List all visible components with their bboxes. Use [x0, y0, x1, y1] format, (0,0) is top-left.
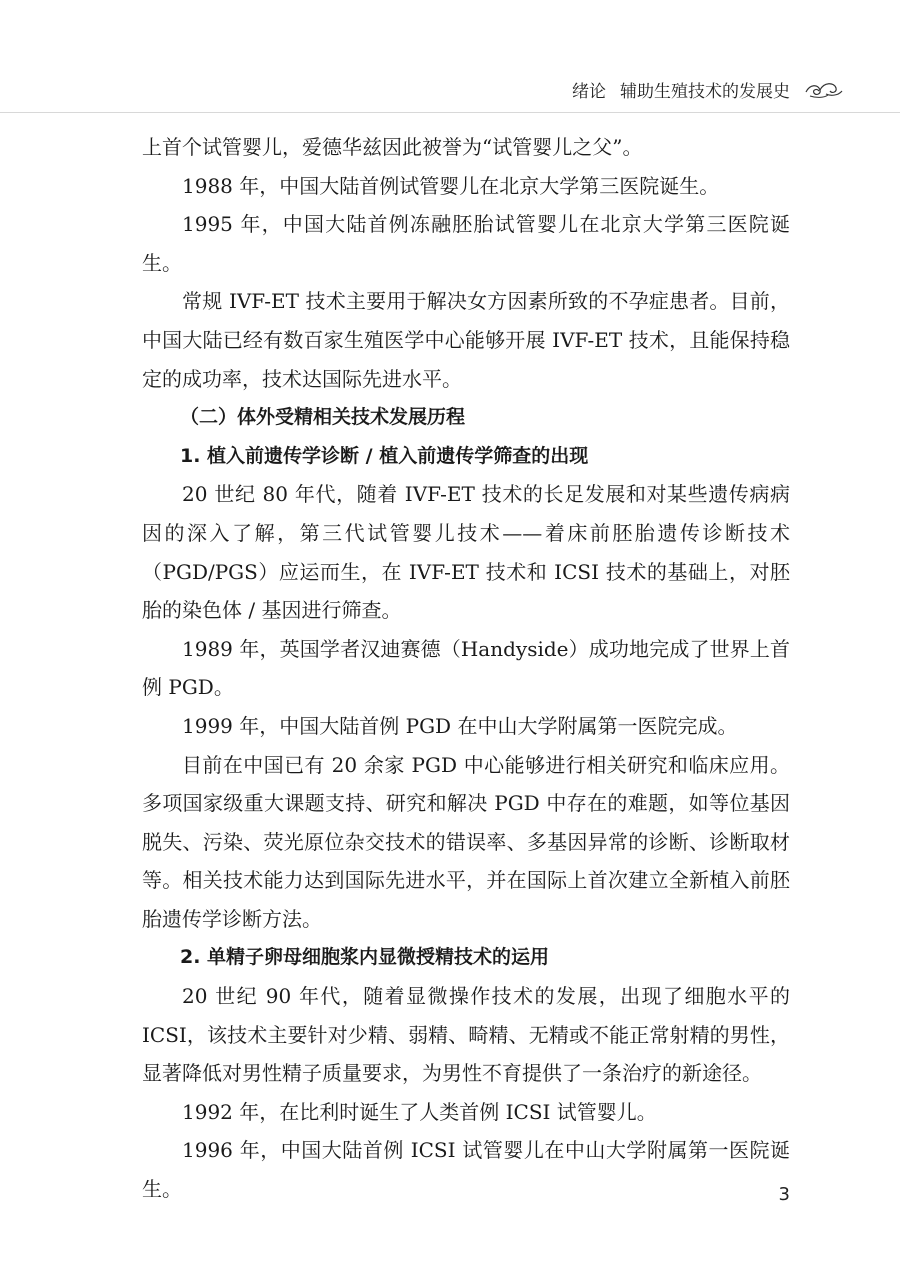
- cloud-scroll-ornament-icon: [804, 78, 844, 100]
- paragraph: 20 世纪 80 年代，随着 IVF-ET 技术的长足发展和对某些遗传病病因的深入了解，第三代试管婴儿技术——着床前胚胎遗传诊断技术（PGD/PGS）应运而生，在 IVF-ET 技术和 ICSI 技术的基础上，对胚胎的染色体 / 基因进行筛查。: [142, 482, 790, 623]
- paragraph: 1992 年，在比利时诞生了人类首例 ICSI 试管婴儿。: [182, 1099, 657, 1124]
- section-heading: （二）体外受精相关技术发展历程: [180, 406, 466, 429]
- chapter-title: 辅助生殖技术的发展史: [620, 81, 790, 102]
- running-header: [572, 72, 844, 106]
- subsection-heading: 2. 单精子卵母细胞浆内显微授精技术的运用: [180, 946, 550, 969]
- header-divider: [0, 112, 900, 113]
- paragraph: 1996 年，中国大陆首例 ICSI 试管婴儿在中山大学附属第一医院诞生。: [142, 1138, 790, 1202]
- paragraph: 1995 年，中国大陆首例冻融胚胎试管婴儿在北京大学第三医院诞生。: [142, 212, 790, 275]
- paragraph: 1999 年，中国大陆首例 PGD 在中山大学附属第一医院完成。: [182, 713, 738, 738]
- paragraph: 目前在中国已有 20 余家 PGD 中心能够进行相关研究和临床应用。多项国家级重大课题支持、研究和解决 PGD 中存在的难题，如等位基因脱失、污染、荧光原位杂交技术的错误率、多基因异常的诊断、诊断取材等。相关技术能力达到国际先进水平，并在国际上首次建立全新植入前胚胎遗传学诊断方法。: [142, 752, 790, 931]
- paragraph: 常规 IVF-ET 技术主要用于解决女方因素所致的不孕症患者。目前，中国大陆已经有数百家生殖医学中心能够开展 IVF-ET 技术，且能保持稳定的成功率，技术达国际先进水平。: [142, 289, 790, 391]
- paragraph: 上首个试管婴儿，爱德华兹因此被誉为“试管婴儿之父”。: [142, 135, 643, 159]
- paragraph: 1989 年，英国学者汉迪赛德（Handyside）成功地完成了世界上首例 PGD。: [142, 636, 790, 700]
- page-number: 3: [778, 1184, 790, 1205]
- paragraph: 20 世纪 90 年代，随着显微操作技术的发展，出现了细胞水平的 ICSI，该技术主要针对少精、弱精、畸精、无精或不能正常射精的男性，显著降低对男性精子质量要求，为男性不育提供了一条治疗的新途径。: [142, 984, 790, 1086]
- body-text: [142, 128, 790, 1209]
- chapter-label: 绪论: [572, 81, 606, 102]
- subsection-heading: 1. 植入前遗传学诊断 / 植入前遗传学筛查的出现: [180, 444, 589, 467]
- paragraph: 1988 年，中国大陆首例试管婴儿在北京大学第三医院诞生。: [182, 173, 720, 198]
